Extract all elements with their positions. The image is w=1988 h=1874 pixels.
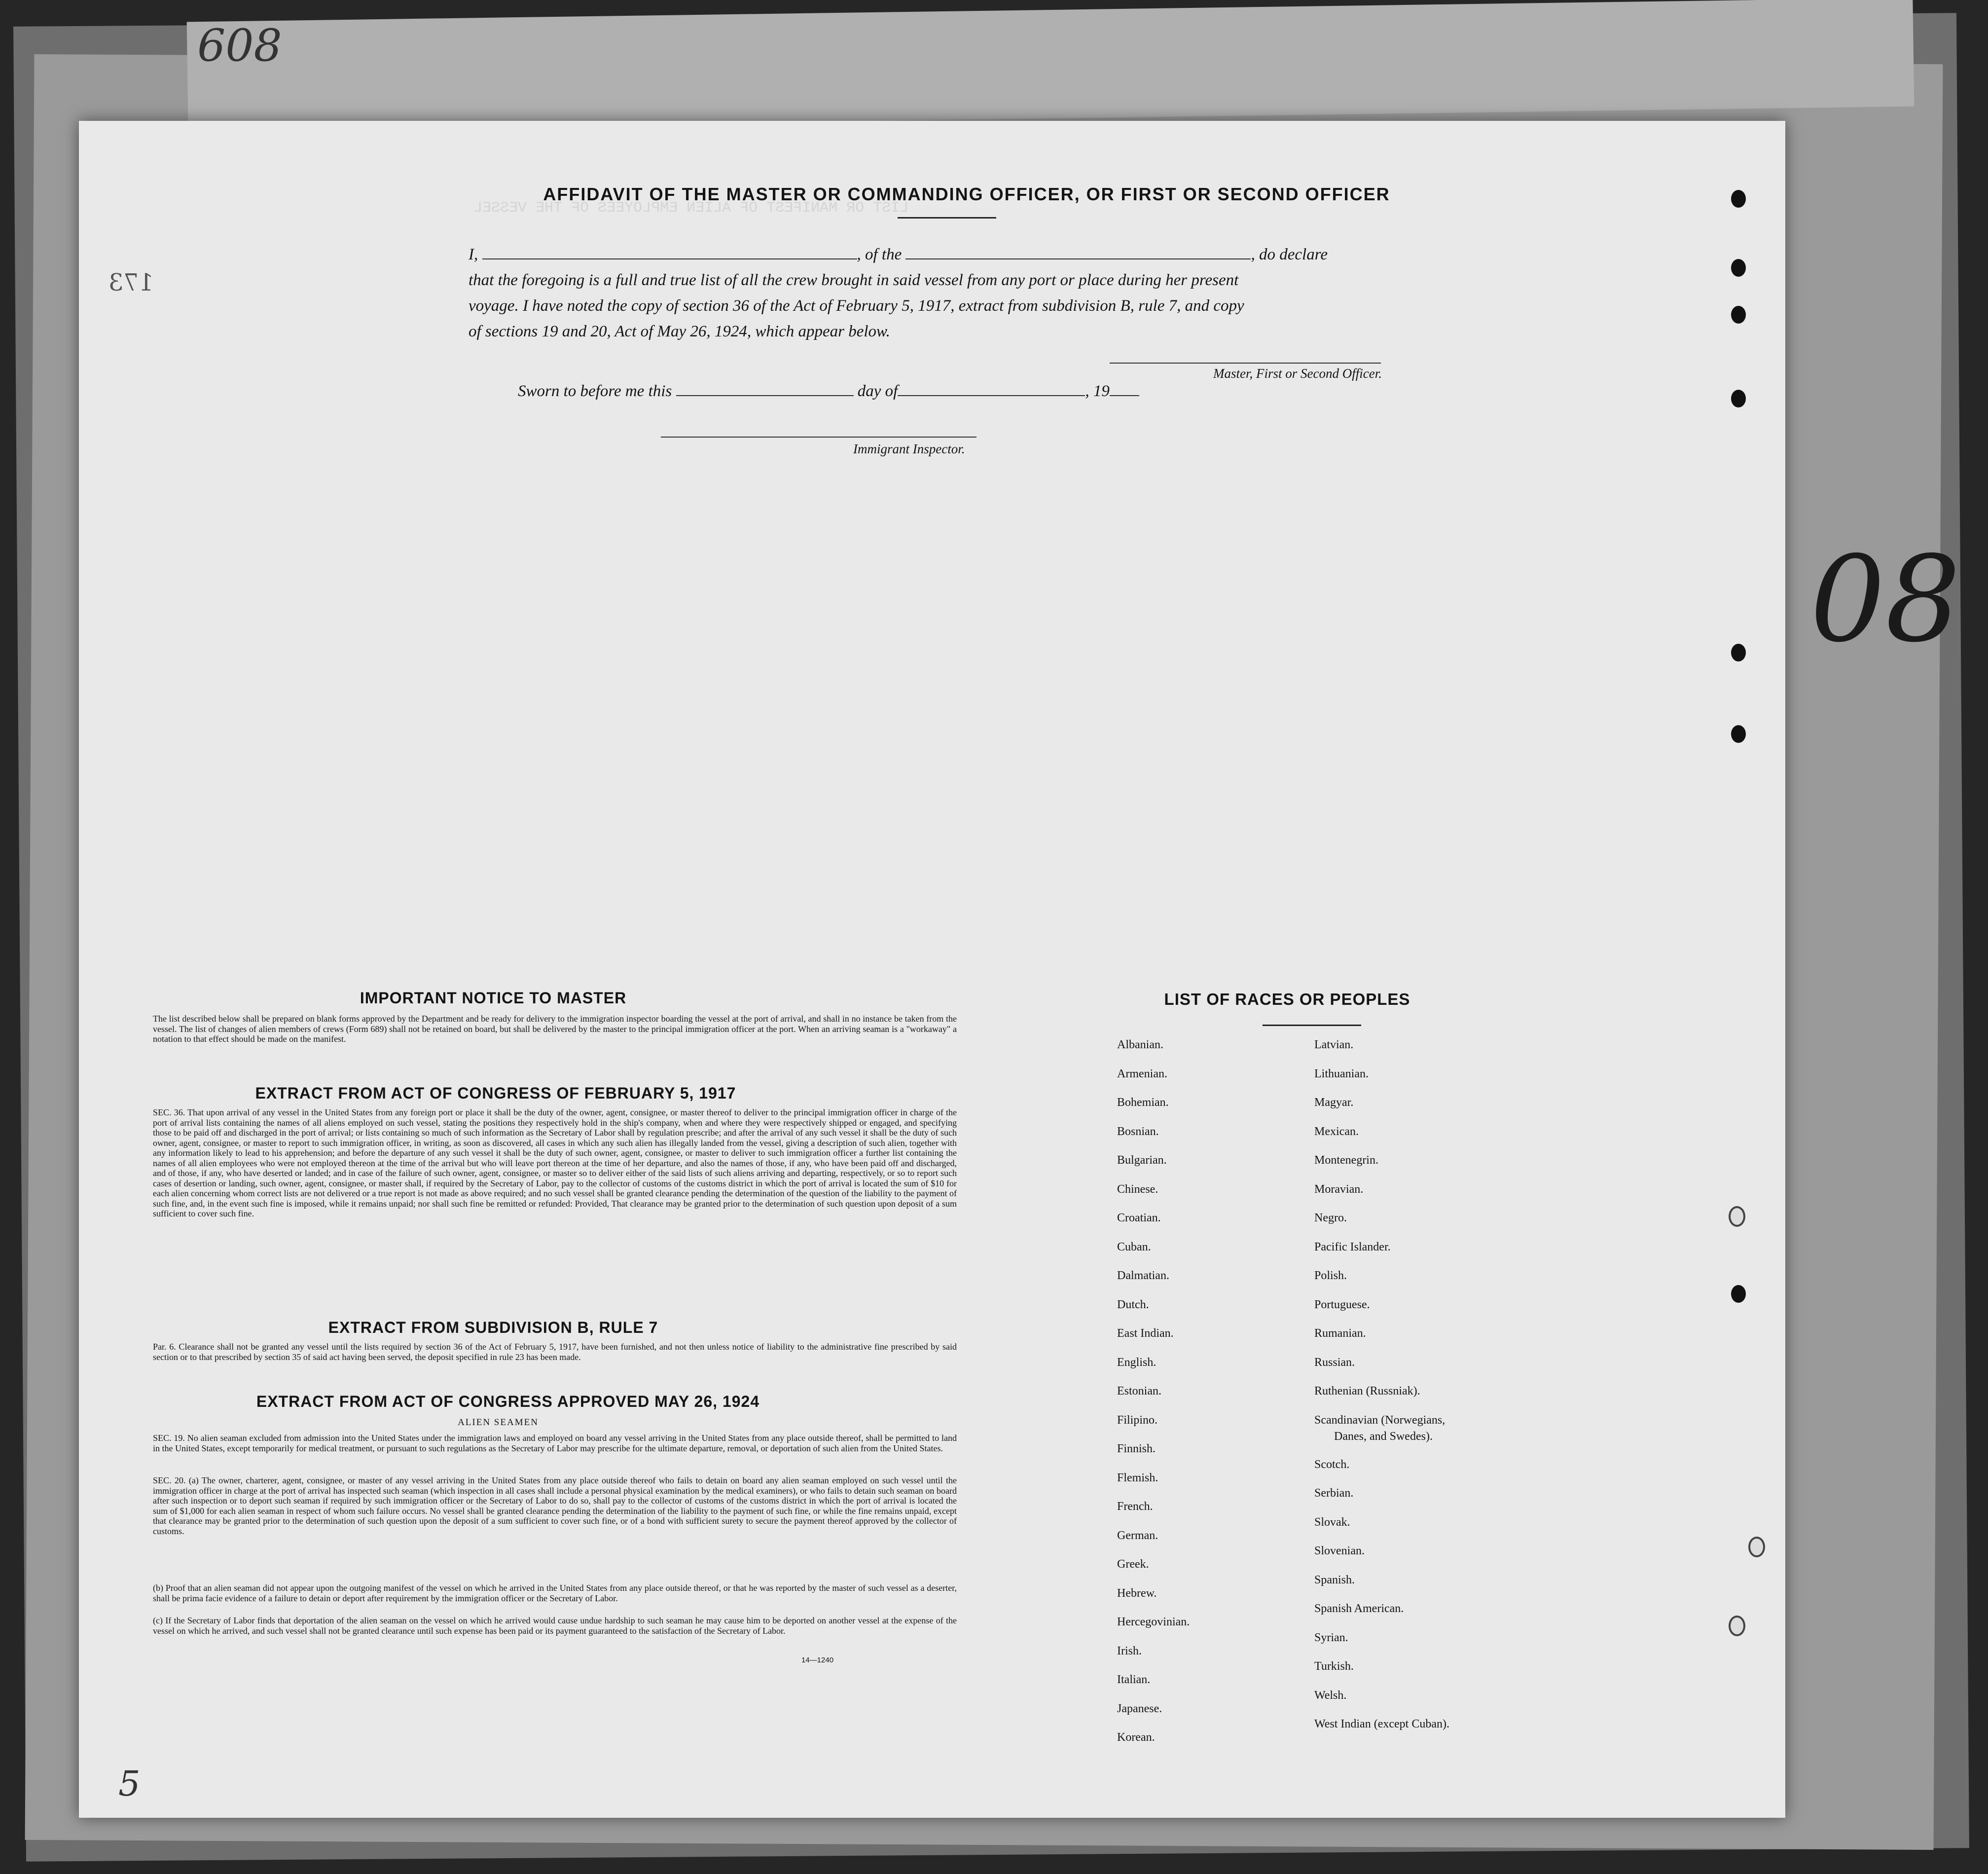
race-item: Pacific Islander. — [1314, 1240, 1391, 1253]
notice-text: The list described below shall be prepared on blank forms approved by the Department and be ready for delivery to the immigration inspector boarding the vessel at the port of arrival, and shall in no instance be taken from the vessel. The list of changes of alien members of crews (Form 689) shall not be retained on board, but shall be delivered by the master to the principal immigration officer at the port. When an arriving seaman is a "workaway" a notation to that effect should be made on the manifest. — [153, 1014, 957, 1044]
handwritten-page-number: 608 — [197, 20, 282, 72]
binder-hole — [1748, 1537, 1765, 1557]
form-page — [79, 121, 1961, 1818]
races-rule — [1263, 1025, 1361, 1026]
race-item: Polish. — [1314, 1269, 1347, 1282]
race-item: Filipino. — [1117, 1413, 1158, 1427]
race-item: Korean. — [1117, 1731, 1155, 1744]
race-item: Irish. — [1117, 1644, 1142, 1657]
extract-1917-title: EXTRACT FROM ACT OF CONGRESS OF FEBRUARY 5, 1917 — [255, 1084, 736, 1102]
race-item: Slovenian. — [1314, 1544, 1365, 1557]
alien-seamen-subtitle: ALIEN SEAMEN — [458, 1417, 539, 1428]
race-item: Finnish. — [1117, 1442, 1156, 1455]
race-item: Hebrew. — [1117, 1586, 1157, 1600]
bottom-left-mark: 5 — [118, 1764, 141, 1804]
race-item: Danes, and Swedes). — [1334, 1430, 1433, 1443]
sec20b-text: (b) Proof that an alien seaman did not appear upon the outgoing manifest of the vessel on which he arrived in the United States from any place outside thereof, or that he was reported by the master of such vessel as a deserter, shall be prima facie evidence of a failure to detain or deport after requirement by the immigration officer or the Secretary of Labor. — [153, 1583, 957, 1603]
race-item: Japanese. — [1117, 1702, 1162, 1715]
rule7-title: EXTRACT FROM SUBDIVISION B, RULE 7 — [328, 1319, 658, 1336]
race-item: Latvian. — [1314, 1038, 1354, 1051]
sec19-text: SEC. 19. No alien seaman excluded from admission into the United States under the immigration laws and employed on board any vessel arriving in the United States from any place outside thereof, shall be permitted to land in the United States, except temporarily for medical treatment, or pursuant to such regulations as the Secretary of Labor may prescribe for the ultimate departure, removal, or deportation of such alien from the United States. — [153, 1433, 957, 1453]
name-blank[interactable] — [482, 246, 857, 259]
race-item: Spanish. — [1314, 1573, 1355, 1586]
race-item: Italian. — [1117, 1673, 1151, 1686]
inspector-signature-line[interactable] — [661, 437, 976, 438]
extract-1924-title: EXTRACT FROM ACT OF CONGRESS APPROVED MAY 26, 1924 — [256, 1393, 760, 1410]
race-item: Croatian. — [1117, 1212, 1161, 1224]
race-item: Hercegovinian. — [1117, 1616, 1190, 1628]
binder-hole — [1729, 1616, 1745, 1636]
race-item: Scandinavian (Norwegians, — [1314, 1413, 1446, 1427]
affidavit-line-4: of sections 19 and 20, Act of May 26, 1924, which appear below. — [469, 323, 890, 340]
sec20a-text: SEC. 20. (a) The owner, charterer, agent, consignee, or master of any vessel arriving in the United States from any place outside thereof who fails to detain on board any alien seaman employed on such vessel until the immigration officer in charge at the port of arrival has inspected such seaman (which inspection in all cases shall include a personal physical examination by the medical examiners), or who fails to detain such seaman on board after such inspection or to deport such seaman if required by such immigration officer or the Secretary of Labor to do so, shall pay to the collector of customs of the customs district in which the port of arrival is located the sum of $1,000 for each alien seaman in respect of whom such failure occurs. No vessel shall be granted clearance pending the determination of the liability to the payment of such fine, or while the fine remains unpaid, except that clearance may be granted prior to the determination of such question upon the deposit of a sum sufficient to cover such fine, or of a bond with sufficient surety to secure the payment thereof approved by the collector of customs. — [153, 1475, 957, 1536]
race-item: Portuguese. — [1314, 1298, 1370, 1311]
race-item: Greek. — [1117, 1558, 1149, 1571]
race-item: Spanish American. — [1314, 1602, 1404, 1615]
notice-title: IMPORTANT NOTICE TO MASTER — [360, 989, 627, 1007]
race-item: French. — [1117, 1500, 1153, 1513]
race-item: Scotch. — [1314, 1458, 1350, 1471]
affidavit-line-1: I, , of the , do declare — [469, 246, 1328, 263]
race-item: West Indian (except Cuban). — [1314, 1718, 1449, 1730]
race-item: Moravian. — [1314, 1182, 1364, 1196]
race-item: Bosnian. — [1117, 1125, 1159, 1138]
race-item: Serbian. — [1314, 1487, 1354, 1500]
race-item: German. — [1117, 1529, 1158, 1542]
race-item: Negro. — [1314, 1212, 1347, 1224]
race-item: Chinese. — [1117, 1182, 1158, 1196]
race-item: Magyar. — [1314, 1096, 1354, 1109]
rule7-text: Par. 6. Clearance shall not be granted any vessel until the lists required by section 36 of the Act of February 5, 1917, have been furnished, and not then unless notice of liability to the administrative fine prescribed by said section or to that prescribed by section 35 of said act having been served, the deposit specified in rule 23 has been made. — [153, 1342, 957, 1362]
handwritten-number-right: 08 — [1810, 530, 1961, 668]
sec20c-text: (c) If the Secretary of Labor finds that deportation of the alien seaman on the vessel on which he arrived would cause undue hardship to such seaman he may cause him to be deported on another vessel at the expense of the vessel on which he arrived, and such vessel shall not be granted clearance until such expense has been paid or its payment guaranteed to the satisfaction of the Secretary of Labor. — [153, 1616, 957, 1636]
race-item: Mexican. — [1314, 1125, 1359, 1138]
race-item: Slovak. — [1314, 1515, 1350, 1529]
race-item: Welsh. — [1314, 1689, 1347, 1702]
race-item: Bulgarian. — [1117, 1154, 1167, 1167]
race-item: Dutch. — [1117, 1298, 1149, 1311]
affidavit-line-3: voyage. I have noted the copy of section 36 of the Act of February 5, 1917, extract from subdivision B, rule 7, and copy — [469, 297, 1244, 315]
race-item: Bohemian. — [1117, 1096, 1169, 1109]
binder-hole — [1731, 306, 1746, 324]
sworn-line: Sworn to before me this day of , 19 — [518, 378, 1554, 404]
title-rule — [898, 217, 996, 219]
sworn-month-blank[interactable] — [898, 382, 1085, 396]
master-signature-line[interactable] — [1110, 363, 1381, 364]
affidavit-line-2: that the foregoing is a full and true list of all the crew brought in said vessel from any port or place during her present — [469, 271, 1239, 289]
binder-hole — [1731, 725, 1746, 743]
binder-hole — [1731, 259, 1746, 277]
race-item: Armenian. — [1117, 1067, 1167, 1080]
race-item: Syrian. — [1314, 1631, 1348, 1644]
binder-hole — [1731, 1285, 1746, 1303]
sworn-day-blank[interactable] — [676, 382, 854, 396]
race-item: Dalmatian. — [1117, 1269, 1169, 1282]
master-caption: Master, First or Second Officer. — [1213, 366, 1382, 381]
sworn-year-blank[interactable] — [1110, 382, 1139, 396]
extract-1917-text: SEC. 36. That upon arrival of any vessel in the United States from any foreign port or place it shall be the duty of the owner, agent, consignee, or master thereof to deliver to the principal immigration officer in charge of the port of arrival lists containing the names of all aliens employed on such vessel, stating the positions they respectively hold in the ship's company, when and where they were respectively shipped or engaged, and specifying those to be paid off and discharged in the port of arrival; or lists containing so much of such information as the Secretary of Labor shall by regulation prescribe; and after the arrival of any such vessel it shall be the duty of such owner, agent, consignee, or master to report to such immigration officer, in writing, as soon as discovered, all cases in which any such alien has illegally landed from the vessel, giving a description of such alien, together with any information likely to lead to his apprehension; and before the departure of any such vessel it shall be the duty of such owner, agent, consignee, or master to deliver to such immigration officer a further list containing the names of all alien employees who were not employed thereon at the time of the arrival but who will leave port thereon at the time of her departure, and also the names of those, if any, who have been paid off and discharged, and of those, if any, who have deserted or landed; and in case of the failure of such owner, agent, consignee, or master so to deliver either of the said lists of such aliens arriving and departing, respectively, or so to report such cases of desertion or landing, such owner, agent, consignee, or master shall, if required by the Secretary of Labor, pay to the collector of customs of the customs district in which the port of arrival is located the sum of $10 for each alien concerning whom correct lists are not delivered or a true report is not made as above required; and no such vessel shall be granted clearance pending the determination of the question of the liability to the payment of such fine, and, in the event such fine is imposed, while it remains unpaid; nor shall such fine be remitted or refunded: Provided, That clearance may be granted prior to the determination of such question upon deposit of a sum sufficient to cover such fine. — [153, 1107, 957, 1218]
binder-hole — [1731, 390, 1746, 407]
binder-hole — [1731, 190, 1746, 208]
race-item: Ruthenian (Russniak). — [1314, 1385, 1420, 1397]
form-number: 14—1240 — [801, 1656, 834, 1664]
race-item: Rumanian. — [1314, 1327, 1366, 1340]
race-item: Montenegrin. — [1314, 1154, 1378, 1167]
race-item: Lithuanian. — [1314, 1067, 1369, 1080]
race-item: Cuban. — [1117, 1240, 1151, 1253]
race-item: Albanian. — [1117, 1038, 1163, 1051]
race-item: English. — [1117, 1356, 1157, 1369]
races-title: LIST OF RACES OR PEOPLES — [1164, 990, 1410, 1008]
affidavit-title: AFFIDAVIT OF THE MASTER OR COMMANDING OFFICER, OR FIRST OR SECOND OFFICER — [543, 184, 1390, 204]
race-item: Estonian. — [1117, 1385, 1161, 1397]
show-through-text: LIST OR MANIFEST OF ALIEN EMPLOYEES OF THE VESSEL — [473, 200, 909, 217]
race-item: East Indian. — [1117, 1327, 1174, 1340]
vessel-blank[interactable] — [905, 246, 1251, 259]
inspector-caption: Immigrant Inspector. — [853, 441, 965, 456]
margin-number: 173 — [108, 269, 154, 296]
race-item: Turkish. — [1314, 1660, 1354, 1673]
binder-hole — [1731, 644, 1746, 661]
race-item: Flemish. — [1117, 1471, 1158, 1484]
race-item: Russian. — [1314, 1356, 1355, 1369]
binder-hole — [1729, 1206, 1745, 1227]
